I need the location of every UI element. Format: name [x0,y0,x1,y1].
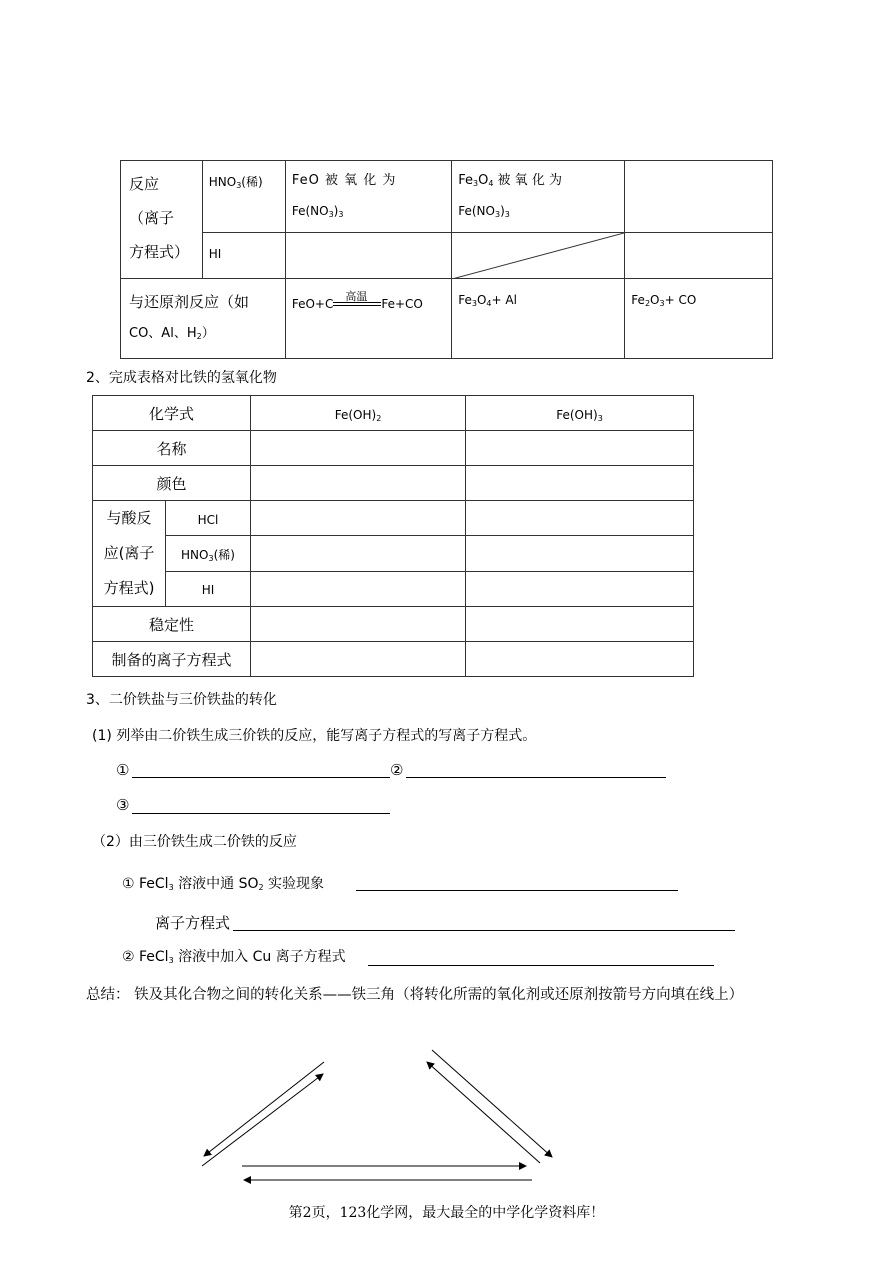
ion-equation-line-2[interactable] [368,965,714,966]
fe2o3-hi-cell [625,233,773,279]
fe2o3-co-text: $Fe_2O_3+$ CO [631,293,697,308]
hno3-cell [202,161,285,233]
circle-3: ③ [116,796,130,814]
arrow-left-down [204,1062,324,1156]
hi-feoh2-cell [251,571,466,606]
stability-feoh3-cell [466,607,694,642]
hydroxide-table [92,395,694,677]
row-header-line-2: （离子 [129,209,175,227]
page-footer: 第2页，123化学网，最大最全的中学化学资料库！ [288,1205,605,1221]
question-1: (1) 列举由二价铁生成三价铁的反应，能写离子方程式的写离子方程式。 [92,728,537,744]
fe2o3-co-cell [625,279,773,359]
hno3-label: $HNO_3$(稀) [208,175,263,190]
hno3-feoh2-cell [251,536,466,571]
fecl3-cu-text: ② FeCl$_3$ 溶液中加入 Cu 离子方程式 [122,949,346,965]
reductant-label-1: 与还原剂反应（如 [129,293,250,311]
fe2o3-hno3-cell [625,161,773,233]
fe3o4-oxidized-cell [452,161,625,233]
fe3o4-al-cell [452,279,625,359]
stability-feoh2-cell [251,607,466,642]
prep-feoh2-cell [251,642,466,677]
hi-feoh3-cell [466,571,694,606]
hcl-feoh2-cell [251,501,466,536]
ion-equation-line-1[interactable] [233,930,735,931]
phenomenon-line[interactable] [356,890,678,891]
diagonal-strike [452,233,624,279]
feo-c-equation: FeO+C 高温 Fe+CO [291,289,423,311]
row-header-line-1: 反应 [129,175,160,193]
ion-equation-label: 离子方程式 [155,914,231,932]
hno3-feoh3-cell [466,536,694,571]
question-2: （2）由三价铁生成二价铁的反应 [92,834,297,850]
acid-row-label: 与酸反 应(离子 方程式) [93,501,166,607]
section-3-title: 3、二价铁盐与三价铁盐的转化 [86,692,277,708]
formula-header: 化学式 [93,396,251,431]
arrow-right-up [427,1062,540,1163]
circle-1: ① [116,761,130,779]
section-2-title: 2、完成表格对比铁的氢氧化物 [86,370,277,386]
name-row-label: 名称 [93,431,251,466]
fe3o4-hi-cell [452,233,625,279]
prep-row-label: 制备的离子方程式 [93,642,251,677]
hi-cell [202,233,285,279]
prep-feoh3-cell [466,642,694,677]
feoh3-header: $Fe(OH)_3$ [466,396,694,431]
hno3-label-2: $HNO_3$(稀) [166,536,251,571]
reductant-label-2: CO、Al、$H_2$） [129,326,215,341]
name-feoh2-cell [251,431,466,466]
feo-oxidized-text: FeO 被 氧 化 为 [291,173,397,188]
hcl-label: HCl [166,501,251,536]
summary-text: 总结： 铁及其化合物之间的转化关系——铁三角（将转化所需的氧化剂或还原剂按箭号方向填在线上） [86,987,744,1003]
fe3o4-oxidized-product: $Fe(NO_3)_3$ [458,204,510,219]
name-feoh3-cell [466,431,694,466]
hcl-feoh3-cell [466,501,694,536]
arrow-right-down [432,1050,552,1157]
oxide-table [120,160,773,359]
answer-line-1[interactable] [132,777,390,778]
feo-oxidized-product: $Fe(NO_3)_3$ [291,204,344,219]
answer-line-3[interactable] [132,813,390,814]
hi-label: HI [208,247,222,261]
color-feoh3-cell [466,466,694,501]
fecl3-so2-text: ① FeCl$_3$ 溶液中通 $SO_2$ 实验现象 [122,876,325,892]
arrow-left-up [202,1074,323,1166]
row-header-line-3: 方程式） [129,243,190,261]
fe3o4-oxidized-text: $Fe_3O_4$ 被 氧 化 为 [458,173,562,188]
feo-hi-cell [285,233,451,279]
reductant-label-cell [121,279,286,359]
color-row-label: 颜色 [93,466,251,501]
hi-label-2: HI [166,571,251,606]
fe3o4-al-text: $Fe_3O_4+ Al$ [458,293,517,308]
answer-line-2[interactable] [406,777,666,778]
color-feoh2-cell [251,466,466,501]
iron-triangle-diagram [190,1040,570,1190]
reaction-row-header [121,161,203,279]
circle-2: ② [390,761,404,779]
feo-c-cell [285,279,451,359]
stability-row-label: 稳定性 [93,607,251,642]
feo-oxidized-cell [285,161,451,233]
feoh2-header: $Fe(OH)_2$ [251,396,466,431]
